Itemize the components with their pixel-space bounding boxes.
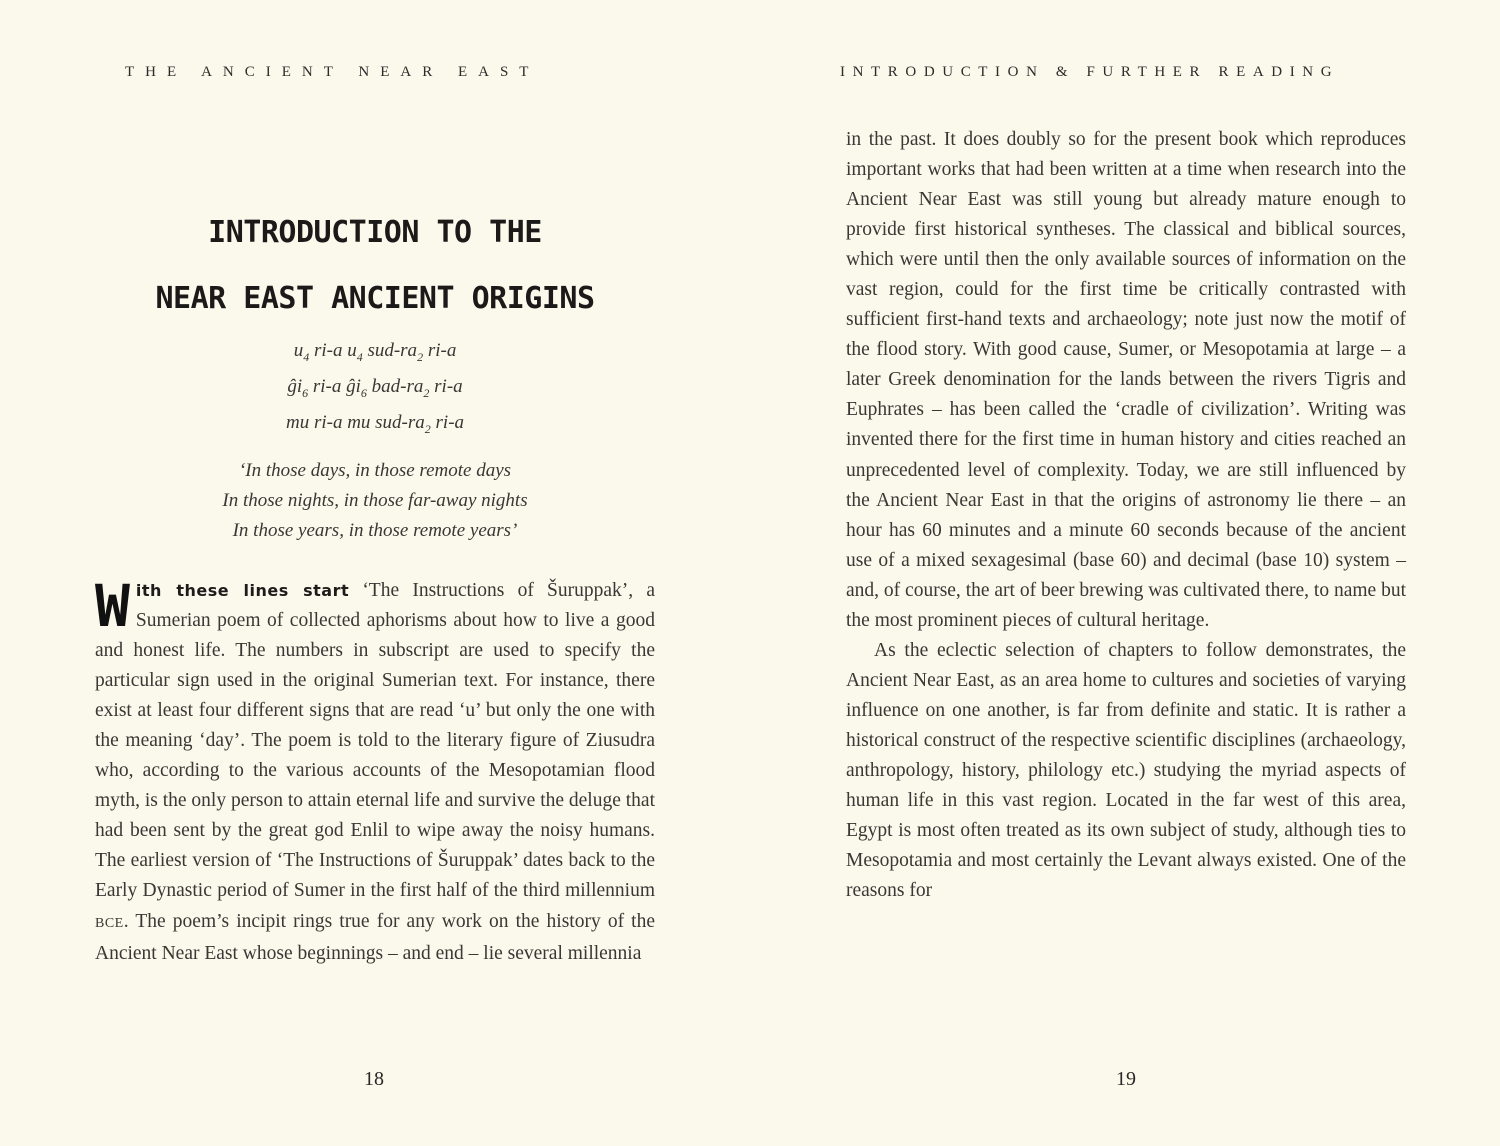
chapter-title-line-1: INTRODUCTION TO THE bbox=[208, 215, 542, 250]
sumerian-verse-line-3: mu ri-a mu sud-$ra_2$ ri-a bbox=[285, 411, 465, 436]
left-paragraph-text-1: ‘The Instructions of Šuruppak’, a Sumerian poem of collected aphorisms about how to live a good and honest life. The numbers in subscript are used to specify the particular sign used in the original Sumerian text. For instance, there exist at least four different signs that are read ‘u’ but only the one with the meaning ‘day’. The poem is told to the literary figure of Ziusudra who, according to the various accounts of the Mesopotamian flood myth, is the only person to attain eternal life and survive the deluge that had been sent by the great god Enlil to wipe away the noisy humans. The earliest version of ‘The Instructions of Šuruppak’ dates back to the Early Dynastic period of Sumer in the first half of the third millennium bbox=[95, 580, 655, 902]
chapter-title-line-2: NEAR EAST ANCIENT ORIGINS bbox=[155, 281, 595, 316]
right-body-text bbox=[846, 125, 1406, 906]
left-paragraph bbox=[95, 572, 655, 969]
sumerian-verse-line-2: $ĝi_6$ ri-a $ĝi_6$ bad-$ra_2$ ri-a bbox=[287, 375, 463, 400]
sumerian-verse-line-1: $u_4$ ri-a $u_4$ sud-$ra_2$ ri-a bbox=[293, 340, 457, 364]
english-verse-line-3: In those years, in those remote years’ bbox=[232, 520, 518, 541]
english-verse-line-1: ‘In those days, in those remote days bbox=[238, 460, 512, 481]
english-verse-line-2: In those nights, in those far-away nights bbox=[222, 490, 528, 511]
sumerian-verse bbox=[95, 336, 655, 443]
lead-words: ith these lines start bbox=[135, 581, 350, 600]
bce-smallcaps: BCE bbox=[95, 915, 124, 931]
running-head-left: THE ANCIENT NEAR EAST bbox=[125, 64, 540, 80]
running-head-right: INTRODUCTION & FURTHER READING bbox=[840, 64, 1340, 80]
chapter-title bbox=[95, 200, 655, 332]
right-page bbox=[750, 0, 1500, 1146]
left-body-text bbox=[95, 572, 655, 969]
page-number-right: 19 bbox=[1116, 1068, 1136, 1090]
left-paragraph-text-2: . The poem’s incipit rings true for any work on the history of the Ancient Near East whose beginnings – and end – lie several millennia bbox=[95, 910, 655, 964]
right-paragraph-1: in the past. It does doubly so for the present book which reproduces important works that had been written at a time when research into the Ancient Near East was still young but already mature enough to provide first historical syntheses. The classical and biblical sources, which were until then the only available sources of information on the vast region, could for the first time be critically contrasted with sufficient first-hand texts and archaeology; note just now the motif of the flood story. With good cause, Sumer, or Mesopotamia at large – a later Greek denomination for the lands between the rivers Tigris and Euphrates – has been called the ‘cradle of civilization’. Writing was invented there for the first time in human history and cities reached an unprecedented level of complexity. Today, we are still influenced by the Ancient Near East in that the origins of astronomy lie there – an hour has 60 minutes and a minute 60 seconds because of the ancient use of a mixed sexagesimal (base 60) and decimal (base 10) system – and, of course, the art of beer brewing was cultivated there, to name but the most prominent pieces of cultural heritage. bbox=[846, 129, 1406, 631]
right-paragraph-2: As the eclectic selection of chapters to follow demonstrates, the Ancient Near East, as an area home to cultures and societies of varying influence on one another, is far from definite and static. It is rather a historical construct of the respective scientific disciplines (archaeology, anthropology, history, philology etc.) studying the myriad aspects of human life in this vast region. Located in the far west of this area, Egypt is most often treated as its own subject of study, although ties to Mesopotamia and most certainly the Levant always existed. One of the reasons for bbox=[846, 639, 1406, 902]
english-verse bbox=[95, 456, 655, 546]
page-number-left: 18 bbox=[364, 1068, 384, 1090]
drop-cap: W bbox=[95, 572, 130, 640]
